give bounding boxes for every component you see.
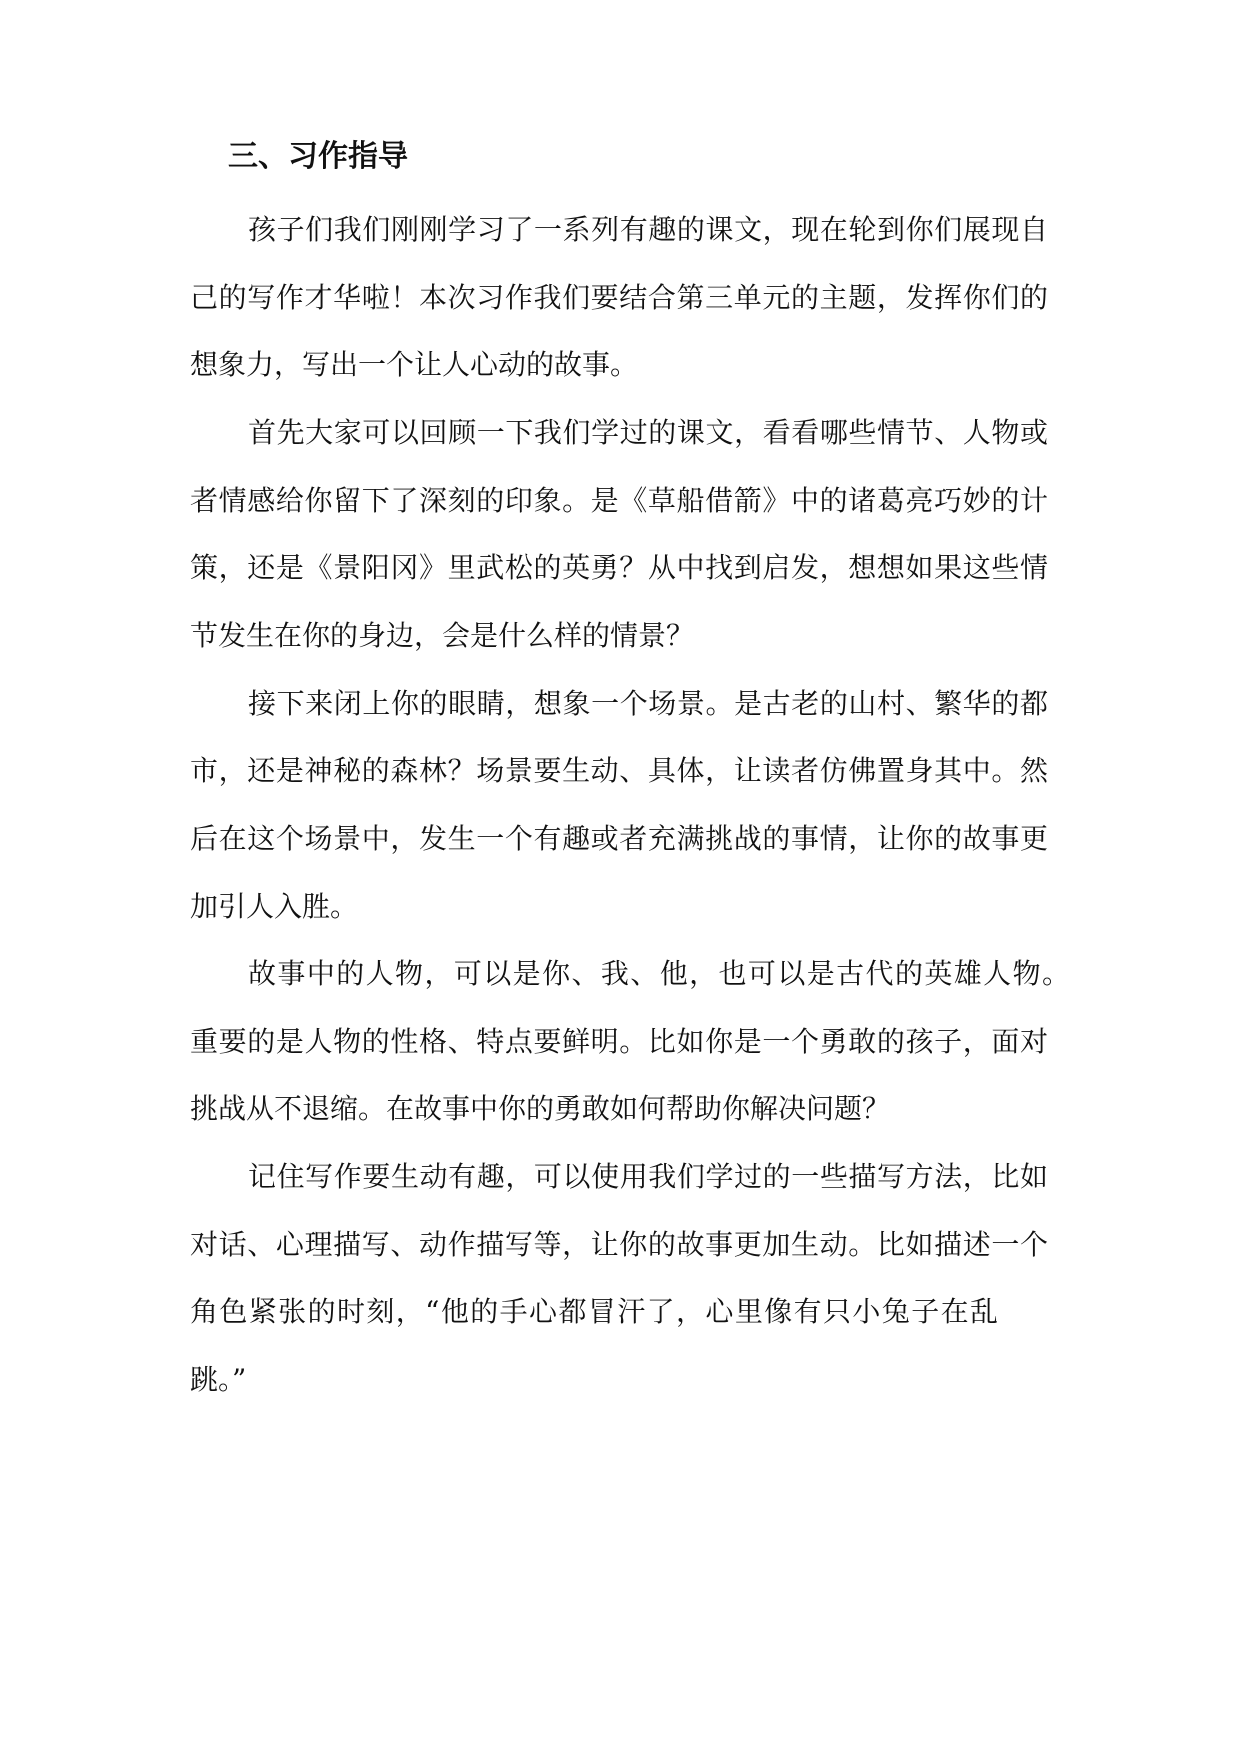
paragraph-line: 故事中的人物，可以是你、我、他，也可以是古代的英雄人物。 — [248, 957, 1070, 990]
paragraph-line: 对话、心理描写、动作描写等，让你的故事更加生动。比如描述一个 — [190, 1228, 1048, 1261]
paragraph-line: 己的写作才华啦！本次习作我们要结合第三单元的主题，发挥你们的 — [190, 281, 1048, 314]
paragraph-line: 首先大家可以回顾一下我们学过的课文，看看哪些情节、人物或 — [248, 416, 1048, 449]
paragraph-line: 后在这个场景中，发生一个有趣或者充满挑战的事情，让你的故事更 — [190, 822, 1048, 855]
paragraph-line: 跳。” — [190, 1363, 247, 1396]
paragraph-line: 挑战从不退缩。在故事中你的勇敢如何帮助你解决问题？ — [190, 1092, 891, 1125]
paragraph-line: 重要的是人物的性格、特点要鲜明。比如你是一个勇敢的孩子，面对 — [190, 1025, 1048, 1058]
paragraph-line: 孩子们我们刚刚学习了一系列有趣的课文，现在轮到你们展现自 — [248, 213, 1048, 246]
paragraph-line: 接下来闭上你的眼睛，想象一个场景。是古老的山村、繁华的都 — [248, 687, 1048, 720]
paragraph-line: 记住写作要生动有趣，可以使用我们学过的一些描写方法，比如 — [248, 1160, 1048, 1193]
paragraph-line: 想象力，写出一个让人心动的故事。 — [190, 348, 639, 381]
paragraph-line: 市，还是神秘的森林？场景要生动、具体，让读者仿佛置身其中。然 — [190, 754, 1048, 787]
paragraph-line: 节发生在你的身边，会是什么样的情景？ — [190, 619, 695, 652]
section-heading: 三、习作指导 — [228, 139, 408, 174]
paragraph-line: 角色紧张的时刻，“他的手心都冒汗了，心里像有只小兔子在乱 — [190, 1295, 998, 1328]
paragraph-line: 策，还是《景阳冈》里武松的英勇？从中找到启发，想想如果这些情 — [190, 551, 1048, 584]
paragraph-line: 加引人入胜。 — [190, 890, 359, 923]
paragraph-line: 者情感给你留下了深刻的印象。是《草船借箭》中的诸葛亮巧妙的计 — [190, 484, 1048, 517]
